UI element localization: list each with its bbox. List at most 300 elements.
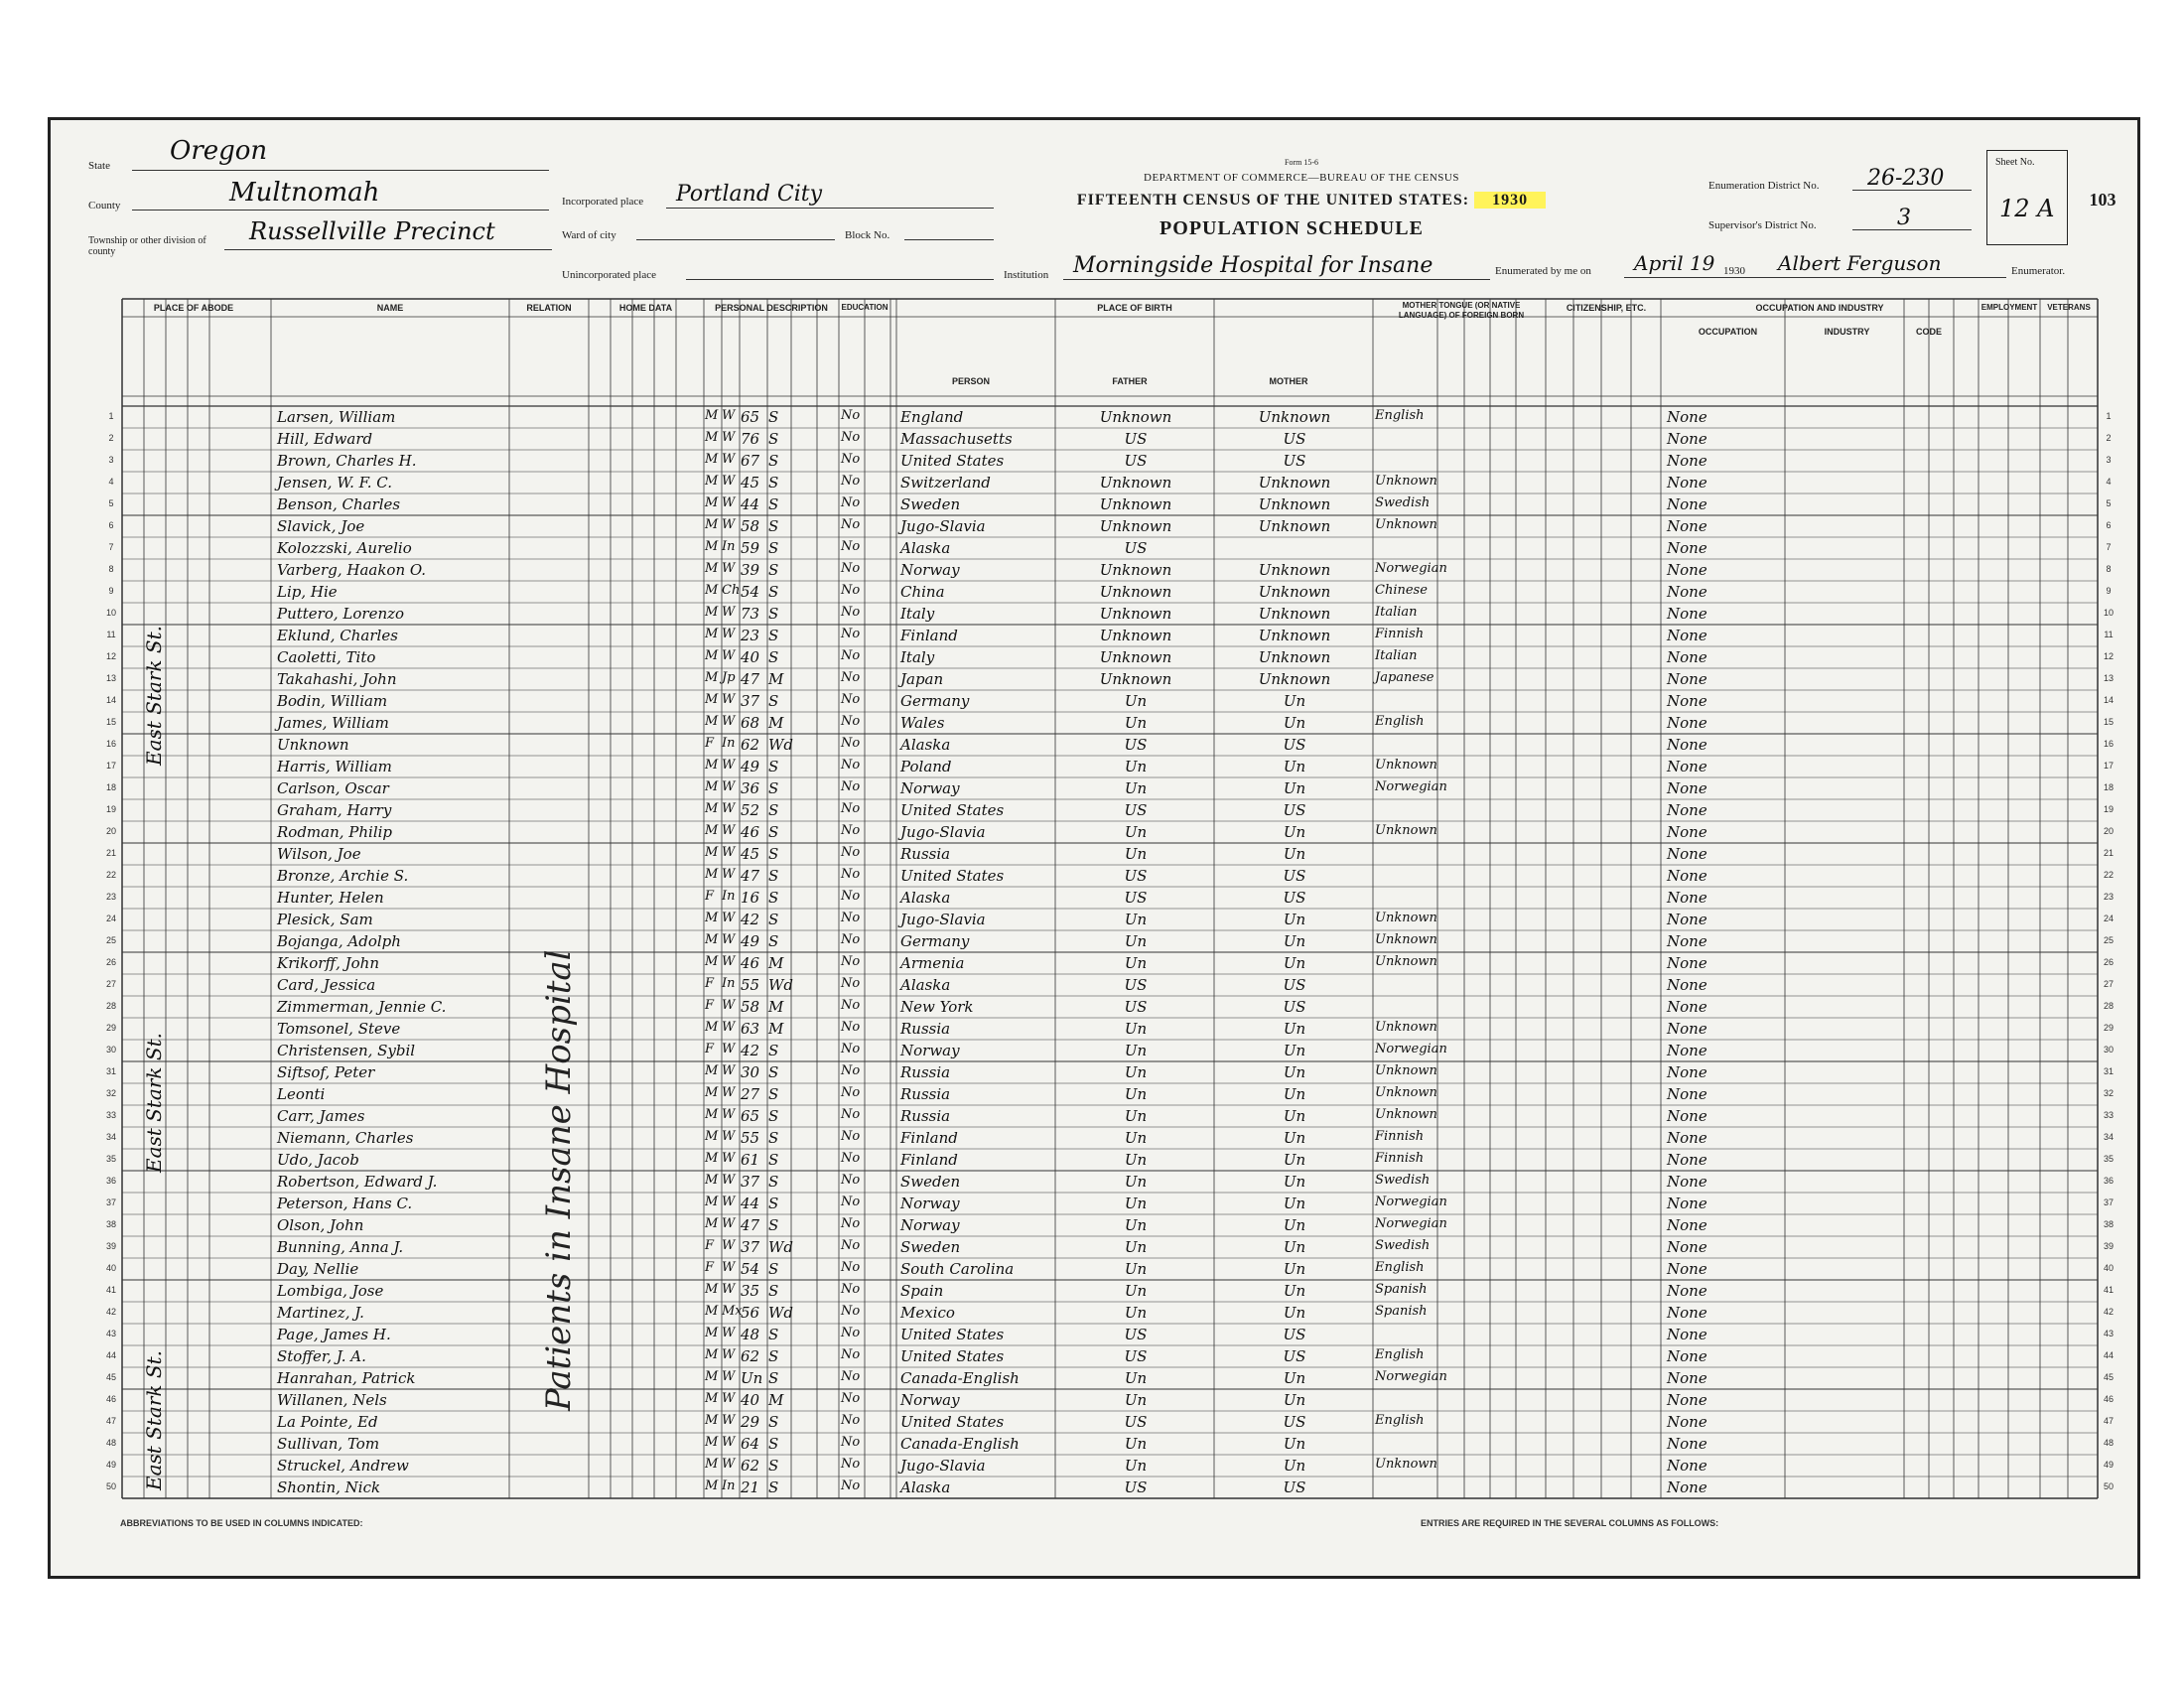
row-number-right: 27 bbox=[2103, 979, 2114, 989]
race: W bbox=[722, 823, 736, 838]
age: 62 bbox=[741, 736, 760, 754]
enumerated-label: Enumerated by me on bbox=[1495, 265, 1591, 277]
birthplace-mother: US bbox=[1283, 998, 1306, 1016]
birthplace-mother: Un bbox=[1283, 1107, 1306, 1125]
birthplace-person: Jugo-Slavia bbox=[900, 517, 986, 535]
birthplace-father: Un bbox=[1124, 954, 1148, 972]
occupation: None bbox=[1667, 539, 1707, 557]
person-name: Bunning, Anna J. bbox=[277, 1238, 404, 1256]
school-attendance: No bbox=[841, 561, 861, 576]
row-number-right: 19 bbox=[2103, 804, 2114, 814]
row-number-right: 1 bbox=[2106, 411, 2112, 421]
street-note-2: East Stark St. bbox=[142, 1033, 166, 1173]
row-number-right: 34 bbox=[2103, 1132, 2114, 1142]
age: 58 bbox=[741, 517, 760, 535]
occupation: None bbox=[1667, 867, 1707, 885]
marital-status: S bbox=[768, 911, 779, 928]
occupation: None bbox=[1667, 430, 1707, 448]
marital-status: S bbox=[768, 1478, 779, 1496]
birthplace-person: Jugo-Slavia bbox=[900, 911, 986, 928]
marital-status: S bbox=[768, 845, 779, 863]
marital-status: M bbox=[768, 670, 784, 688]
age: 29 bbox=[741, 1413, 760, 1431]
race: In bbox=[722, 539, 736, 554]
mother-tongue: Norwegian bbox=[1375, 561, 1447, 576]
row-number: 39 bbox=[105, 1241, 116, 1251]
row-number: 35 bbox=[105, 1154, 116, 1164]
mother-tongue: Italian bbox=[1375, 648, 1418, 663]
age: 37 bbox=[741, 1238, 760, 1256]
school-attendance: No bbox=[841, 1435, 861, 1450]
race: W bbox=[722, 452, 736, 467]
birthplace-person: Russia bbox=[900, 1085, 951, 1103]
birthplace-father: Un bbox=[1124, 1391, 1148, 1409]
person-name: Caoletti, Tito bbox=[277, 648, 376, 666]
birthplace-mother: Un bbox=[1283, 1457, 1306, 1475]
person-name: Tomsonel, Steve bbox=[277, 1020, 401, 1038]
mother-tongue: Unknown bbox=[1375, 1457, 1437, 1472]
birthplace-mother: Un bbox=[1283, 1391, 1306, 1409]
marital-status: M bbox=[768, 1020, 784, 1038]
marital-status: S bbox=[768, 1457, 779, 1475]
group-education: EDUCATION bbox=[841, 303, 888, 312]
birthplace-father: Un bbox=[1124, 714, 1148, 732]
race: Jp bbox=[722, 670, 736, 685]
birthplace-mother: Unknown bbox=[1258, 517, 1331, 535]
birthplace-mother: Unknown bbox=[1258, 561, 1331, 579]
person-name: Wilson, Joe bbox=[277, 845, 361, 863]
sex: M bbox=[705, 1129, 719, 1144]
birthplace-person: United States bbox=[900, 801, 1005, 819]
mother-tongue: Unknown bbox=[1375, 517, 1437, 532]
school-attendance: No bbox=[841, 1304, 861, 1319]
birthplace-mother: Unknown bbox=[1258, 495, 1331, 513]
birthplace-person: England bbox=[900, 408, 964, 426]
school-attendance: No bbox=[841, 801, 861, 816]
sex: M bbox=[705, 1413, 719, 1428]
row-number: 2 bbox=[108, 433, 114, 443]
row-number-right: 35 bbox=[2103, 1154, 2114, 1164]
school-attendance: No bbox=[841, 1020, 861, 1035]
mother-tongue: English bbox=[1375, 1347, 1425, 1362]
birthplace-person: Sweden bbox=[900, 1173, 961, 1191]
marital-status: M bbox=[768, 714, 784, 732]
occupation: None bbox=[1667, 583, 1707, 601]
marital-status: S bbox=[768, 1347, 779, 1365]
marital-status: S bbox=[768, 561, 779, 579]
row-number: 32 bbox=[105, 1088, 116, 1098]
occupation: None bbox=[1667, 845, 1707, 863]
age: Un bbox=[741, 1369, 763, 1387]
birthplace-person: Italy bbox=[900, 605, 935, 623]
marital-status: S bbox=[768, 779, 779, 797]
race: W bbox=[722, 954, 736, 969]
person-name: Robertson, Edward J. bbox=[277, 1173, 438, 1191]
row-number-right: 7 bbox=[2106, 542, 2112, 552]
group-place-of-abode: PLACE OF ABODE bbox=[153, 303, 234, 313]
sub-father: FATHER bbox=[1112, 376, 1148, 386]
race: W bbox=[722, 1391, 736, 1406]
person-name: Willanen, Nels bbox=[277, 1391, 387, 1409]
sex: M bbox=[705, 1282, 719, 1297]
sex: M bbox=[705, 627, 719, 641]
sheet-label: Sheet No. bbox=[1995, 157, 2035, 168]
state-value: Oregon bbox=[170, 136, 268, 166]
marital-status: S bbox=[768, 1195, 779, 1212]
school-attendance: No bbox=[841, 911, 861, 925]
birthplace-mother: US bbox=[1283, 452, 1306, 470]
row-number-right: 49 bbox=[2103, 1460, 2114, 1470]
row-number-right: 29 bbox=[2103, 1023, 2114, 1033]
person-name: Hill, Edward bbox=[277, 430, 373, 448]
mother-tongue: Unknown bbox=[1375, 954, 1437, 969]
age: 27 bbox=[741, 1085, 760, 1103]
birthplace-person: Russia bbox=[900, 845, 951, 863]
birthplace-mother: US bbox=[1283, 1326, 1306, 1343]
occupation: None bbox=[1667, 1020, 1707, 1038]
birthplace-mother: Unknown bbox=[1258, 408, 1331, 426]
occupation: None bbox=[1667, 1413, 1707, 1431]
marital-status: S bbox=[768, 627, 779, 644]
birthplace-father: US bbox=[1124, 998, 1148, 1016]
person-name: Bojanga, Adolph bbox=[277, 932, 401, 950]
race: W bbox=[722, 911, 736, 925]
sex: M bbox=[705, 430, 719, 445]
birthplace-person: New York bbox=[900, 998, 974, 1016]
row-number: 48 bbox=[105, 1438, 116, 1448]
school-attendance: No bbox=[841, 998, 861, 1013]
occupation: None bbox=[1667, 1238, 1707, 1256]
occupation: None bbox=[1667, 1216, 1707, 1234]
birthplace-father: US bbox=[1124, 539, 1148, 557]
sex: M bbox=[705, 1347, 719, 1362]
state-label: State bbox=[88, 160, 110, 172]
birthplace-father: US bbox=[1124, 889, 1148, 907]
occupation: None bbox=[1667, 1151, 1707, 1169]
sex: F bbox=[705, 889, 715, 904]
birthplace-mother: US bbox=[1283, 1478, 1306, 1496]
birthplace-person: Norway bbox=[900, 1216, 960, 1234]
person-name: Carr, James bbox=[277, 1107, 365, 1125]
birthplace-mother: US bbox=[1283, 801, 1306, 819]
marital-status: M bbox=[768, 954, 784, 972]
sex: M bbox=[705, 1195, 719, 1209]
age: 59 bbox=[741, 539, 760, 557]
race: Mx bbox=[722, 1304, 743, 1319]
row-number: 21 bbox=[105, 848, 116, 858]
race: W bbox=[722, 1129, 736, 1144]
birthplace-mother: Unknown bbox=[1258, 627, 1331, 644]
row-number: 15 bbox=[105, 717, 116, 727]
person-name: Krikorff, John bbox=[277, 954, 379, 972]
census-title-text: FIFTEENTH CENSUS OF THE UNITED STATES: bbox=[1076, 192, 1470, 209]
birthplace-person: Alaska bbox=[900, 889, 951, 907]
sex: M bbox=[705, 1216, 719, 1231]
school-attendance: No bbox=[841, 408, 861, 423]
person-name: Carlson, Oscar bbox=[277, 779, 389, 797]
row-number-right: 38 bbox=[2103, 1219, 2114, 1229]
sex: M bbox=[705, 539, 719, 554]
sex: M bbox=[705, 954, 719, 969]
row-number-right: 14 bbox=[2103, 695, 2114, 705]
sex: M bbox=[705, 845, 719, 860]
row-number-right: 15 bbox=[2103, 717, 2114, 727]
school-attendance: No bbox=[841, 1326, 861, 1340]
sub-occupation: OCCUPATION bbox=[1698, 327, 1758, 337]
school-attendance: No bbox=[841, 1413, 861, 1428]
birthplace-mother: Un bbox=[1283, 1042, 1306, 1059]
institution-label: Institution bbox=[1004, 269, 1049, 281]
birthplace-father: US bbox=[1124, 452, 1148, 470]
person-name: Leonti bbox=[277, 1085, 326, 1103]
sex: M bbox=[705, 1478, 719, 1493]
school-attendance: No bbox=[841, 670, 861, 685]
school-attendance: No bbox=[841, 1063, 861, 1078]
mother-tongue: Finnish bbox=[1375, 627, 1425, 641]
person-name: Jensen, W. F. C. bbox=[277, 474, 392, 492]
school-attendance: No bbox=[841, 1457, 861, 1472]
birthplace-father: Unknown bbox=[1099, 495, 1172, 513]
row-number: 45 bbox=[105, 1372, 116, 1382]
occupation: None bbox=[1667, 1085, 1707, 1103]
person-name: Plesick, Sam bbox=[277, 911, 373, 928]
race: W bbox=[722, 648, 736, 663]
sub-industry: INDUSTRY bbox=[1824, 327, 1870, 337]
marital-status: S bbox=[768, 932, 779, 950]
school-attendance: No bbox=[841, 1129, 861, 1144]
institution-value: Morningside Hospital for Insane bbox=[1073, 253, 1433, 278]
person-name: La Pointe, Ed bbox=[277, 1413, 378, 1431]
school-attendance: No bbox=[841, 736, 861, 751]
birthplace-mother: Un bbox=[1283, 1282, 1306, 1300]
row-number-right: 44 bbox=[2103, 1350, 2114, 1360]
birthplace-father: Un bbox=[1124, 932, 1148, 950]
marital-status: S bbox=[768, 1326, 779, 1343]
row-number: 10 bbox=[105, 608, 116, 618]
school-attendance: No bbox=[841, 692, 861, 707]
sex: M bbox=[705, 1391, 719, 1406]
marital-status: S bbox=[768, 1216, 779, 1234]
birthplace-father: Un bbox=[1124, 1085, 1148, 1103]
enumerated-date: April 19 bbox=[1634, 251, 1715, 275]
row-number-right: 50 bbox=[2103, 1481, 2114, 1491]
person-name: Kolozzski, Aurelio bbox=[277, 539, 412, 557]
mother-tongue: Japanese bbox=[1375, 670, 1434, 685]
sex: M bbox=[705, 1151, 719, 1166]
street-note-3: East Stark St. bbox=[142, 1350, 166, 1490]
race: W bbox=[722, 867, 736, 882]
sex: M bbox=[705, 1369, 719, 1384]
sex: M bbox=[705, 779, 719, 794]
birthplace-father: Unknown bbox=[1099, 561, 1172, 579]
sex: M bbox=[705, 517, 719, 532]
group-veterans: VETERANS bbox=[2047, 303, 2091, 312]
enumerator-name: Albert Ferguson bbox=[1778, 251, 1942, 275]
race: In bbox=[722, 976, 736, 991]
census-title bbox=[1043, 192, 1579, 210]
race: In bbox=[722, 889, 736, 904]
sex: M bbox=[705, 1063, 719, 1078]
school-attendance: No bbox=[841, 889, 861, 904]
race: W bbox=[722, 495, 736, 510]
township-value: Russellville Precinct bbox=[249, 217, 495, 245]
row-number-right: 39 bbox=[2103, 1241, 2114, 1251]
marital-status: S bbox=[768, 648, 779, 666]
row-number-right: 25 bbox=[2103, 935, 2114, 945]
birthplace-person: Alaska bbox=[900, 539, 951, 557]
county-value: Multnomah bbox=[229, 178, 380, 208]
school-attendance: No bbox=[841, 976, 861, 991]
person-name: Martinez, J. bbox=[277, 1304, 364, 1322]
occupation: None bbox=[1667, 1063, 1707, 1081]
occupation: None bbox=[1667, 954, 1707, 972]
birthplace-person: China bbox=[900, 583, 945, 601]
birthplace-person: Sweden bbox=[900, 495, 961, 513]
sex: F bbox=[705, 1238, 715, 1253]
block-label: Block No. bbox=[845, 229, 890, 241]
row-number: 34 bbox=[105, 1132, 116, 1142]
age: 40 bbox=[741, 1391, 760, 1409]
marital-status: S bbox=[768, 1042, 779, 1059]
row-number-right: 32 bbox=[2103, 1088, 2114, 1098]
school-attendance: No bbox=[841, 452, 861, 467]
age: 42 bbox=[741, 911, 760, 928]
marital-status: Wd bbox=[768, 736, 794, 754]
person-name: Puttero, Lorenzo bbox=[277, 605, 405, 623]
mother-tongue: Spanish bbox=[1375, 1304, 1428, 1319]
birthplace-father: Unknown bbox=[1099, 408, 1172, 426]
marital-status: S bbox=[768, 539, 779, 557]
age: 64 bbox=[741, 1435, 760, 1453]
birthplace-mother: Un bbox=[1283, 932, 1306, 950]
sex: M bbox=[705, 452, 719, 467]
birthplace-mother: US bbox=[1283, 976, 1306, 994]
row-number: 40 bbox=[105, 1263, 116, 1273]
sex: M bbox=[705, 1085, 719, 1100]
enumerator-label: Enumerator. bbox=[2011, 265, 2066, 277]
birthplace-person: Italy bbox=[900, 648, 935, 666]
person-name: Harris, William bbox=[277, 758, 392, 775]
occupation: None bbox=[1667, 517, 1707, 535]
group-employment: EMPLOYMENT bbox=[1980, 303, 2038, 312]
person-name: Shontin, Nick bbox=[277, 1478, 381, 1496]
birthplace-person: Norway bbox=[900, 561, 960, 579]
occupation: None bbox=[1667, 1326, 1707, 1343]
school-attendance: No bbox=[841, 1151, 861, 1166]
relation-note: Patients in Insane Hospital bbox=[539, 949, 579, 1411]
person-name: Day, Nellie bbox=[277, 1260, 359, 1278]
birthplace-person: Massachusetts bbox=[900, 430, 1013, 448]
birthplace-father: Un bbox=[1124, 1195, 1148, 1212]
race: W bbox=[722, 605, 736, 620]
row-number: 37 bbox=[105, 1197, 116, 1207]
marital-status: S bbox=[768, 408, 779, 426]
race: W bbox=[722, 474, 736, 489]
birthplace-father: Unknown bbox=[1099, 583, 1172, 601]
row-number: 8 bbox=[108, 564, 114, 574]
row-number: 44 bbox=[105, 1350, 116, 1360]
school-attendance: No bbox=[841, 1391, 861, 1406]
row-number-right: 2 bbox=[2106, 433, 2112, 443]
race: W bbox=[722, 1042, 736, 1056]
sub-code: CODE bbox=[1915, 327, 1942, 337]
age: 65 bbox=[741, 1107, 760, 1125]
race: W bbox=[722, 1151, 736, 1166]
birthplace-person: United States bbox=[900, 1413, 1005, 1431]
row-number-right: 3 bbox=[2106, 455, 2112, 465]
birthplace-father: US bbox=[1124, 430, 1148, 448]
birthplace-father: Un bbox=[1124, 845, 1148, 863]
marital-status: S bbox=[768, 1282, 779, 1300]
marital-status: S bbox=[768, 605, 779, 623]
row-number-right: 31 bbox=[2103, 1066, 2114, 1076]
birthplace-person: Canada-English bbox=[900, 1435, 1020, 1453]
age: 54 bbox=[741, 1260, 760, 1278]
sheet-box bbox=[1986, 150, 2068, 245]
row-number-right: 26 bbox=[2103, 957, 2114, 967]
birthplace-father: Un bbox=[1124, 1173, 1148, 1191]
school-attendance: No bbox=[841, 474, 861, 489]
birthplace-mother: Unknown bbox=[1258, 605, 1331, 623]
school-attendance: No bbox=[841, 605, 861, 620]
mother-tongue: Unknown bbox=[1375, 758, 1437, 773]
school-attendance: No bbox=[841, 1260, 861, 1275]
school-attendance: No bbox=[841, 823, 861, 838]
occupation: None bbox=[1667, 692, 1707, 710]
person-name: James, William bbox=[277, 714, 389, 732]
age: 16 bbox=[741, 889, 760, 907]
birthplace-father: Un bbox=[1124, 758, 1148, 775]
sex: F bbox=[705, 1042, 715, 1056]
census-year: 1930 bbox=[1474, 192, 1546, 209]
row-number-right: 43 bbox=[2103, 1329, 2114, 1338]
birthplace-father: Un bbox=[1124, 1457, 1148, 1475]
marital-status: S bbox=[768, 1063, 779, 1081]
birthplace-father: US bbox=[1124, 976, 1148, 994]
marital-status: S bbox=[768, 1085, 779, 1103]
birthplace-person: United States bbox=[900, 1326, 1005, 1343]
occupation: None bbox=[1667, 779, 1707, 797]
sex: M bbox=[705, 1457, 719, 1472]
row-number: 30 bbox=[105, 1045, 116, 1055]
age: 44 bbox=[741, 1195, 760, 1212]
row-number: 50 bbox=[105, 1481, 116, 1491]
marital-status: S bbox=[768, 823, 779, 841]
birthplace-mother: Un bbox=[1283, 714, 1306, 732]
sex: M bbox=[705, 408, 719, 423]
marital-status: S bbox=[768, 452, 779, 470]
age: 62 bbox=[741, 1457, 760, 1475]
birthplace-father: Un bbox=[1124, 779, 1148, 797]
mother-tongue: Unknown bbox=[1375, 823, 1437, 838]
birthplace-mother: Un bbox=[1283, 1129, 1306, 1147]
age: 52 bbox=[741, 801, 760, 819]
school-attendance: No bbox=[841, 714, 861, 729]
school-attendance: No bbox=[841, 845, 861, 860]
row-number-right: 10 bbox=[2103, 608, 2114, 618]
person-name: Card, Jessica bbox=[277, 976, 376, 994]
entries-note: ENTRIES ARE REQUIRED IN THE SEVERAL COLUMNS AS FOLLOWS: bbox=[1421, 1518, 1719, 1528]
marital-status: S bbox=[768, 1129, 779, 1147]
birthplace-father: Un bbox=[1124, 1129, 1148, 1147]
sd-value: 3 bbox=[1897, 206, 1911, 230]
row-number: 6 bbox=[108, 520, 114, 530]
birthplace-mother: US bbox=[1283, 1413, 1306, 1431]
school-attendance: No bbox=[841, 1042, 861, 1056]
school-attendance: No bbox=[841, 932, 861, 947]
birthplace-mother: Un bbox=[1283, 1151, 1306, 1169]
race: In bbox=[722, 736, 736, 751]
